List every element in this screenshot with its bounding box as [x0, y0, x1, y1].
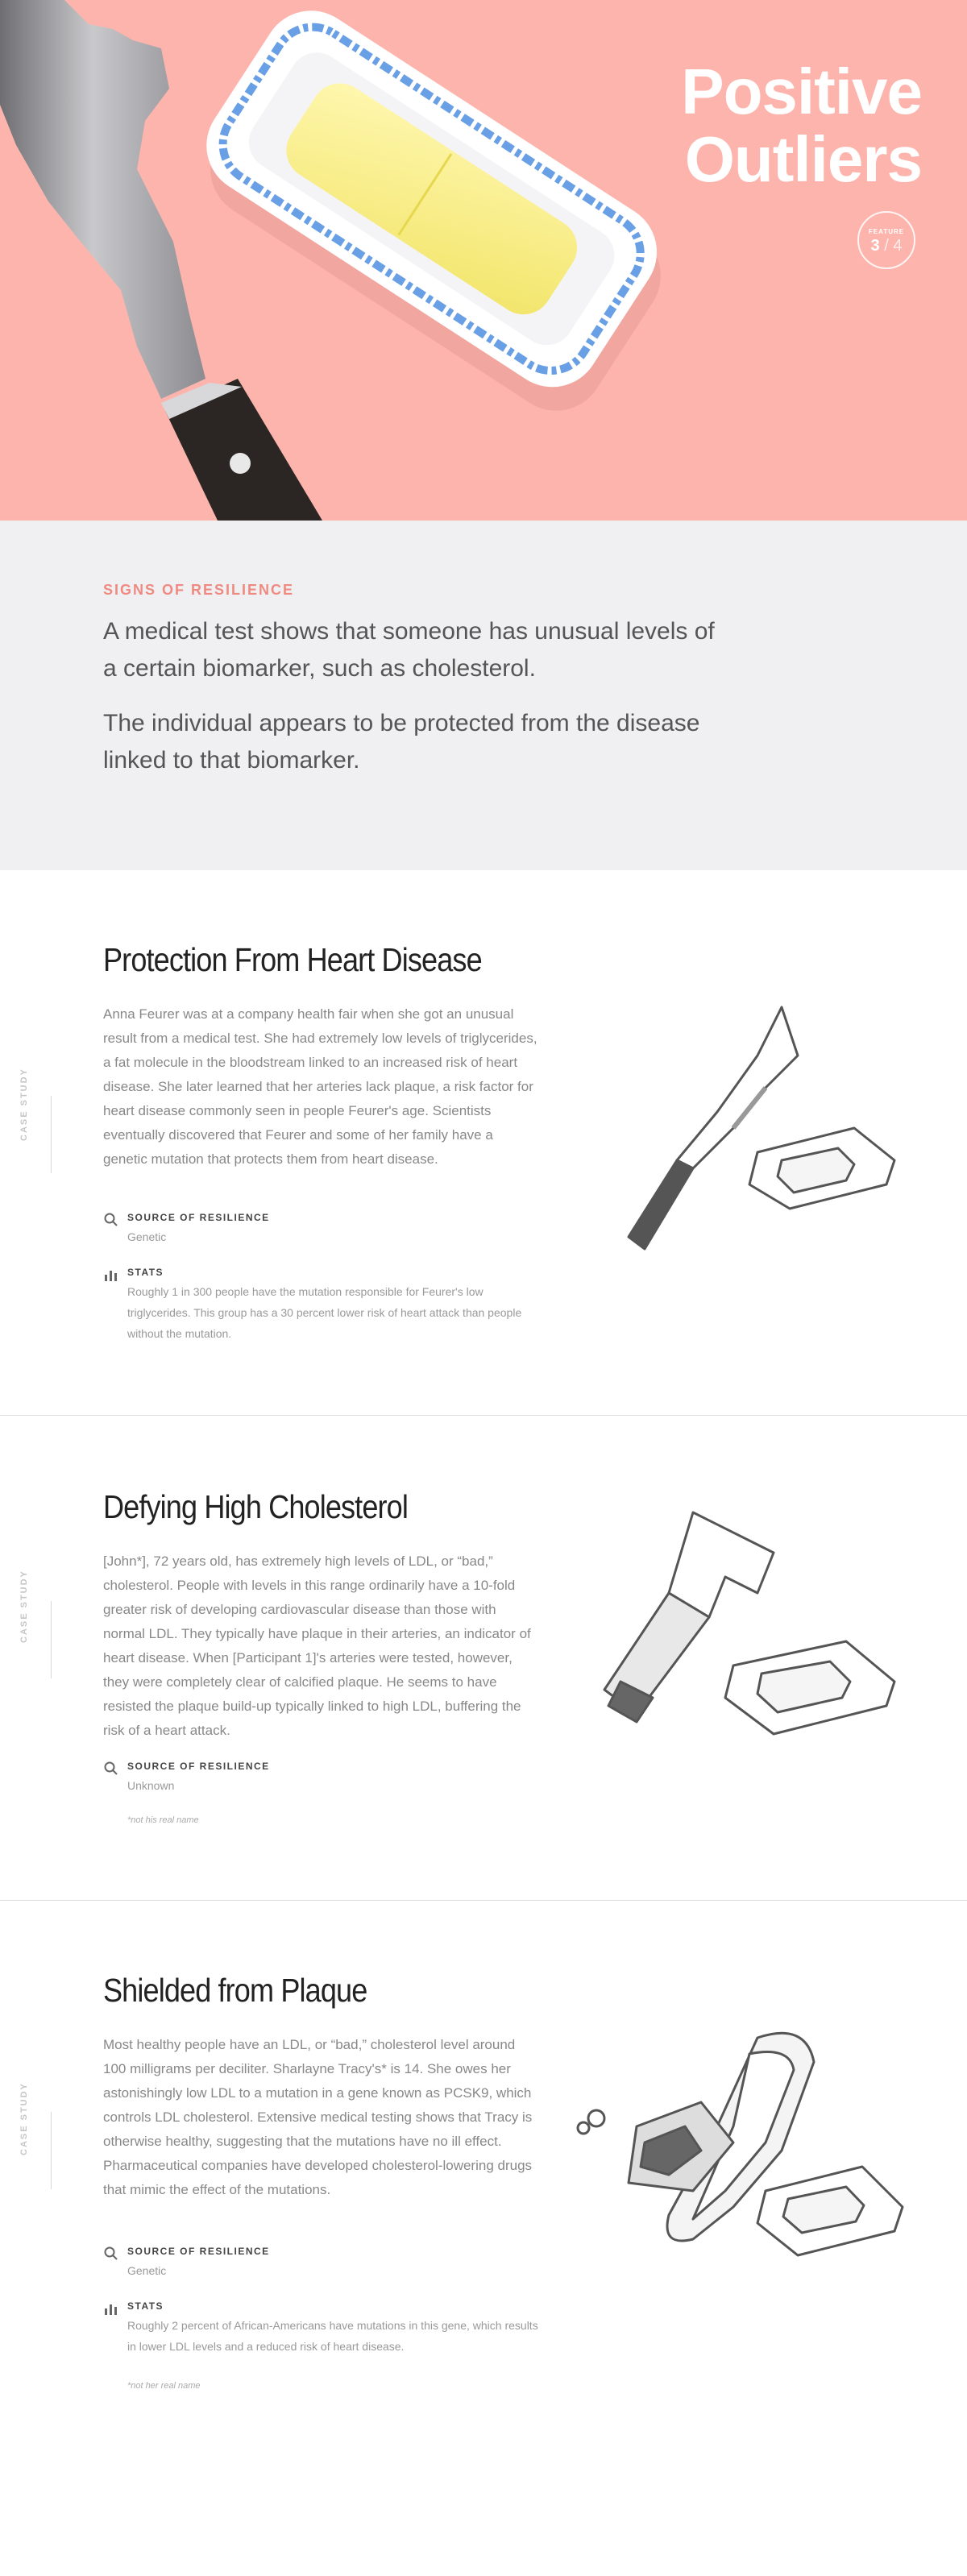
page-title: [681, 58, 922, 193]
stats-title: STATS: [127, 2300, 164, 2312]
source-value: Genetic: [127, 1230, 167, 1243]
feature-total: 4: [893, 237, 903, 255]
cleaver-and-butter-illustration: [588, 1504, 911, 1770]
feature-label: FEATURE: [868, 228, 905, 235]
bar-chart-icon: [103, 2300, 119, 2317]
bar-chart-icon: [103, 1267, 119, 1283]
feature-counter-badge: [857, 211, 915, 269]
signs-paragraph-2: The individual appears to be protected from the disease linked to that biomarker.: [103, 710, 700, 774]
source-title: SOURCE OF RESILIENCE: [127, 1761, 270, 1772]
side-rule: [51, 1601, 52, 1678]
case-body: [John*], 72 years old, has extremely high levels of LDL, or “bad,” cholesterol. People with levels in this range ordinarily have a 10-fold greater risk of developing cardiovascular disease than those with normal LDL. They typically have plaque in their arteries, an indicator of heart disease. When [Participant 1]'s arteries were tested, however, they were completely clear of calcified plaque. He seems to have resisted the plaque build-up typically linked to high LDL, buffering the risk of a heart attack.: [103, 1553, 531, 1738]
section-eyebrow: SIGNS OF RESILIENCE: [103, 582, 295, 598]
case-title: Shielded from Plaque: [103, 1972, 367, 2009]
case-body: Anna Feurer was at a company health fair when she got an unusual result from a medical test. She had extremely low levels of triglycerides, a fat molecule in the bloodstream linked to an increased risk of heart disease. She later learned that her arteries lack plaque, a risk factor for heart disease commonly seen in people Feurer's age. Scientists eventually discovered that Feurer and some of her family have a genetic mutation that protects them from heart disease.: [103, 1006, 537, 1167]
signs-paragraph-1: A medical test shows that someone has unusual levels of a certain biomarker, such as cholesterol.: [103, 618, 715, 682]
source-title: SOURCE OF RESILIENCE: [127, 2246, 270, 2257]
source-of-resilience: [103, 1212, 554, 1247]
stats-value: Roughly 1 in 300 people have the mutation responsible for Feurer's low triglycerides. This group has a 30 percent lower risk of heart attack than people without the mutation.: [127, 1285, 522, 1340]
case-study-side-label: CASE STUDY: [19, 1068, 29, 1141]
stats-title: STATS: [127, 1267, 164, 1278]
side-rule: [51, 2112, 52, 2189]
footnote: *not her real name: [127, 2381, 201, 2391]
source-value: Genetic: [127, 2264, 167, 2277]
stats-block: [103, 2300, 554, 2357]
search-icon: [103, 1761, 119, 1777]
source-of-resilience: [103, 2246, 554, 2281]
chainsaw-and-butter-illustration: [572, 2022, 911, 2296]
case-body: Most healthy people have an LDL, or “bad,” cholesterol level around 100 milligrams per deciliter. Sharlayne Tracy's* is 14. She owes her astonishingly low LDL to a mutation in a gene known as PCSK9, which controls LDL cholesterol. Extensive medical testing shows that Tracy is otherwise healthy, suggesting that the mutations have no ill effect. Pharmaceutical companies have developed cholesterol-lowering drugs that mimic the effect of the mutations.: [103, 2037, 533, 2197]
footnote: *not his real name: [127, 1815, 199, 1825]
search-icon: [103, 1212, 119, 1228]
feature-separator: /: [884, 237, 889, 255]
title-line-2: Outliers: [684, 123, 922, 195]
search-icon: [103, 2246, 119, 2262]
case-title: Protection From Heart Disease: [103, 941, 482, 978]
stats-value: Roughly 2 percent of African-Americans have mutations in this gene, which results in lower LDL levels and a reduced risk of heart disease.: [127, 2319, 538, 2353]
knife-and-butter-illustration: [596, 991, 903, 1265]
footnote-text: not his real name: [131, 1815, 199, 1825]
case-study-side-label: CASE STUDY: [19, 2082, 29, 2155]
hero-banner: [0, 0, 967, 521]
stats-block: [103, 1267, 554, 1344]
feature-current: 3: [870, 237, 880, 255]
side-rule: [51, 1096, 52, 1173]
footnote-text: not her real name: [131, 2381, 201, 2391]
source-of-resilience: [103, 1761, 554, 1796]
case-title: Defying High Cholesterol: [103, 1488, 408, 1525]
signs-of-resilience-section: [0, 521, 967, 870]
case-study-side-label: CASE STUDY: [19, 1570, 29, 1643]
feature-number: [859, 237, 914, 255]
case-study-heart-disease: [0, 870, 967, 1416]
case-study-shielded-from-plaque: [0, 1901, 967, 2576]
title-line-1: Positive: [681, 56, 922, 127]
source-value: Unknown: [127, 1779, 175, 1792]
source-title: SOURCE OF RESILIENCE: [127, 1212, 270, 1223]
case-study-high-cholesterol: [0, 1416, 967, 1901]
